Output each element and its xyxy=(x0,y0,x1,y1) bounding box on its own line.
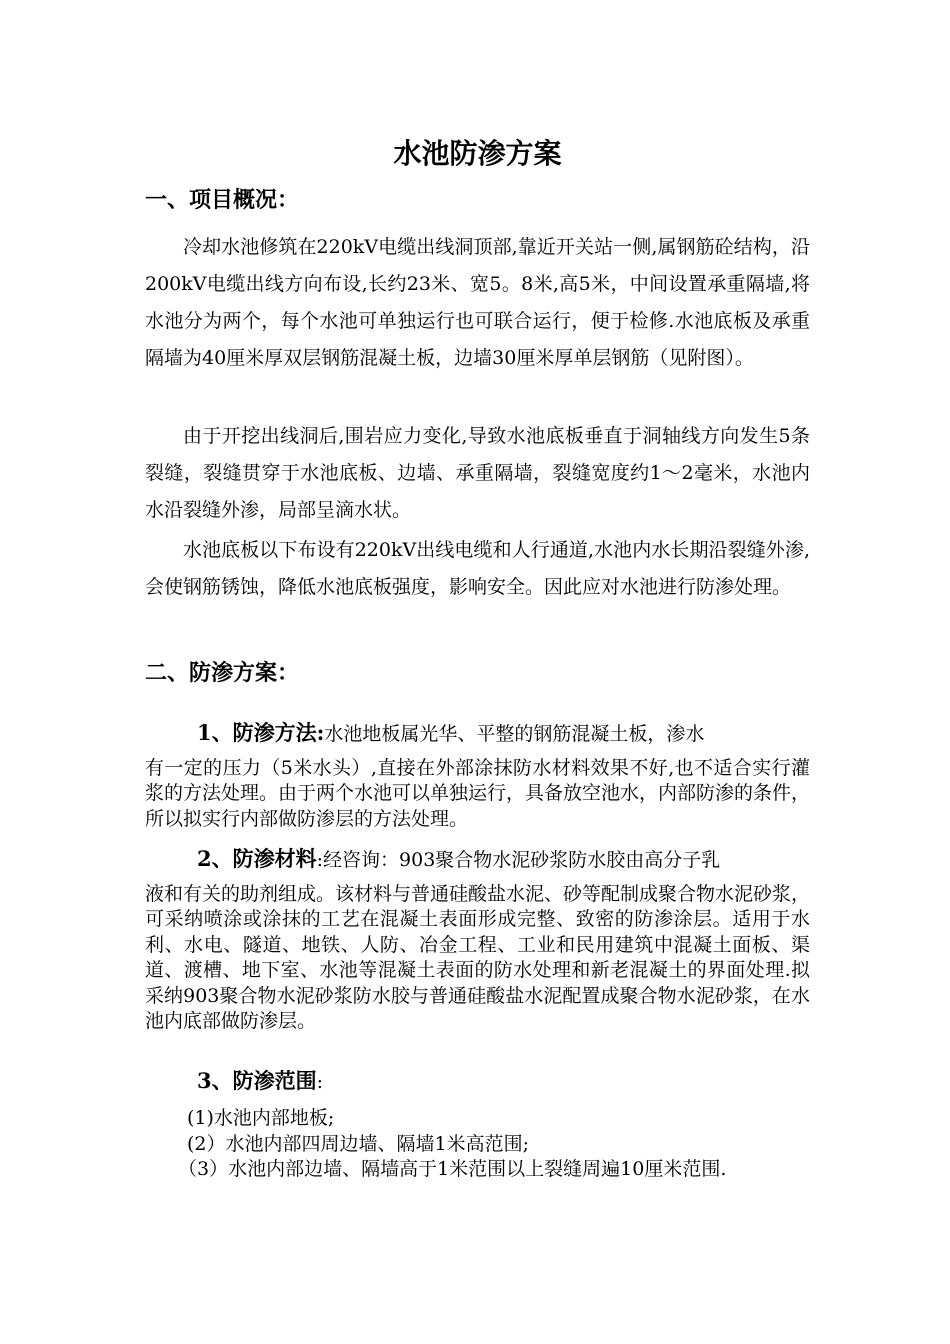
plan-item-method-first-line xyxy=(145,720,810,748)
plan-item-material-first-line xyxy=(145,846,810,874)
section-heading-plan: 二、防渗方案： xyxy=(145,660,300,686)
plan-item-method-first-text: 水池地板属光华、平整的钢筋混凝土板，渗水 xyxy=(324,723,705,745)
overview-paragraph-1: 冷却水池修筑在220kV电缆出线洞顶部,靠近开关站一侧,属钢筋砼结构，沿200kV电缆出线方向布设,长约23米、宽5。8米,高5米，中间设置承重隔墙,将水池分为两个，每个水池可单独运行也可联合运行，便于检修.水池底板及承重隔墙为40厘米厚双层钢筋混凝土板，边墙30厘米厚单层钢筋（见附图）。 xyxy=(145,236,810,369)
plan-item-method xyxy=(145,720,810,832)
plan-item-scope-suffix: : xyxy=(316,1071,324,1093)
scope-list-item-3: （3）水池内部边墙、隔墙高于1米范围以上裂缝周遍10厘米范围. xyxy=(178,1158,727,1180)
overview-paragraph-2: 由于开挖出线洞后,围岩应力变化,导致水池底板垂直于洞轴线方向发生5条裂缝，裂缝贯穿于水池底板、边墙、承重隔墙，裂缝宽度约1～2毫米，水池内水沿裂缝外渗，局部呈滴水状。 xyxy=(145,425,810,521)
section-heading-overview: 一、项目概况： xyxy=(145,187,300,213)
plan-item-material xyxy=(145,846,810,1035)
plan-item-material-lead: 2、防渗材料 xyxy=(197,846,317,871)
plan-item-method-lead: 1、防渗方法: xyxy=(197,720,325,745)
overview-paragraph-3: 水池底板以下布设有220kV出线电缆和人行通道,水池内水长期沿裂缝外渗,会使钢筋锈蚀，降低水池底板强度，影响安全。因此应对水池进行防渗处理。 xyxy=(145,539,810,598)
plan-item-scope-lead: 3、防渗范围 xyxy=(197,1068,317,1093)
plan-item-scope-heading xyxy=(145,1068,810,1096)
scope-list-item-1: (1)水池内部地板; xyxy=(187,1107,335,1129)
document-title: 水池防渗方案 xyxy=(393,137,562,170)
scope-list-item-2: (2）水池内部四周边墙、隔墙1米高范围; xyxy=(187,1133,529,1155)
plan-item-method-text: 有一定的压力（5米水头）,直接在外部涂抹防水材料效果不好,也不适合实行灌浆的方法处理。由于两个水池可以单独运行，具备放空池水，内部防渗的条件，所以拟实行内部做防渗层的方法处理。 xyxy=(145,756,811,830)
plan-item-material-first-text: :经咨询：903聚合物水泥砂浆防水胶由高分子乳 xyxy=(316,849,721,871)
plan-item-material-text: 液和有关的助剂组成。该材料与普通硅酸盐水泥、砂等配制成聚合物水泥砂浆，可采纳喷涂或涂抹的工艺在混凝土表面形成完整、致密的防渗涂层。适用于水利、水电、隧道、地铁、人防、冶金工程、工业和民用建筑中混凝土面板、渠道、渡槽、地下室、水池等混凝土表面的防水处理和新老混凝土的界面处理.拟采纳903聚合物水泥砂浆防水胶与普通硅酸盐水泥配置成聚合物水泥砂浆，在水池内底部做防渗层。 xyxy=(145,882,811,1032)
